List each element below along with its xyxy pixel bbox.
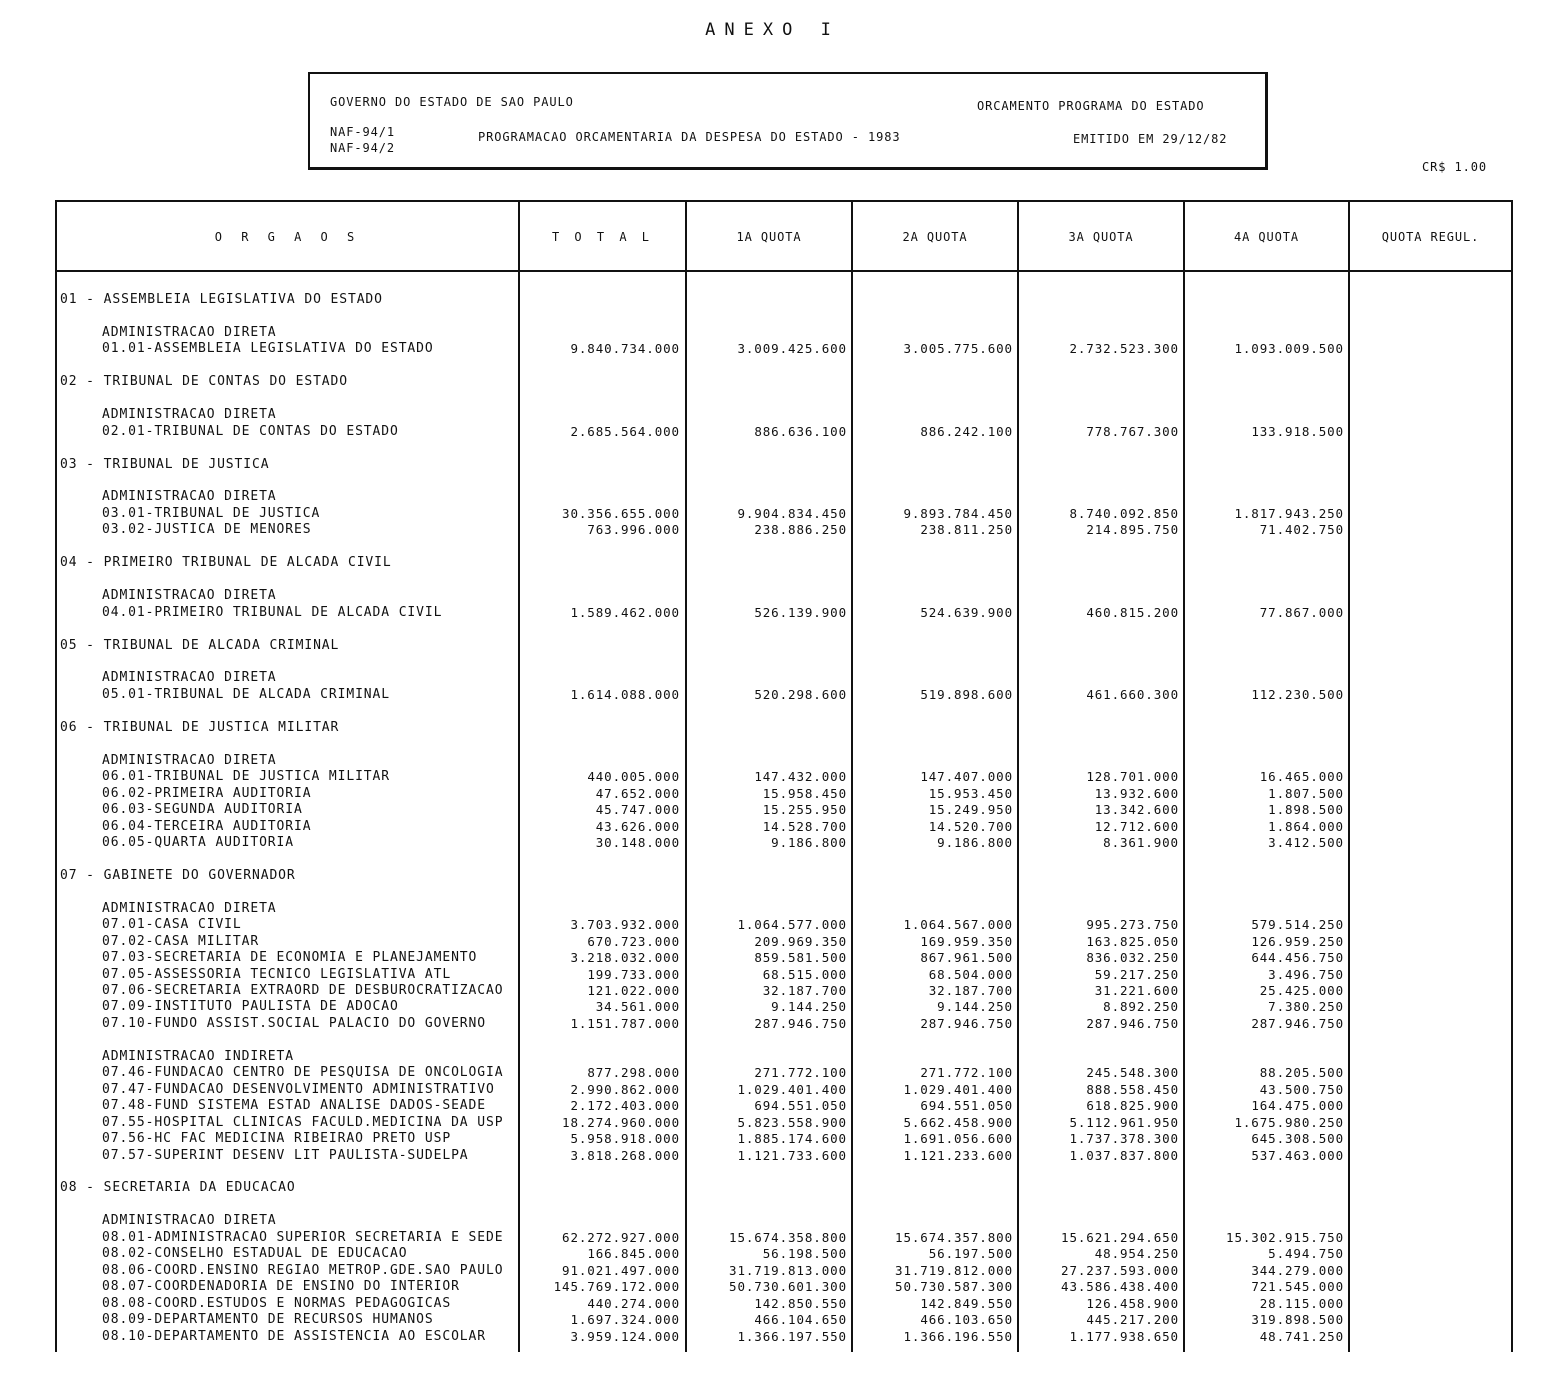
blank-row: [57, 654, 1511, 670]
organ-heading-row: [57, 555, 1511, 571]
table-row: [57, 1016, 1511, 1032]
row-label: 07.47-FUNDACAO DESENVOLVIMENTO ADMINISTRATIVO: [102, 1081, 495, 1097]
row-label: ADMINISTRACAO DIRETA: [102, 588, 277, 604]
cell-total: 199.733.000: [587, 966, 680, 982]
table-row: [57, 1082, 1511, 1098]
table-row: [57, 1148, 1511, 1164]
cell-total: 1.697.324.000: [570, 1312, 680, 1328]
cell-quota-3: 43.586.438.400: [1061, 1279, 1179, 1295]
cell-total: 62.272.927.000: [562, 1229, 680, 1245]
cell-quota-2: 169.959.350: [920, 933, 1013, 949]
table-row: [57, 769, 1511, 785]
organ-heading-row: [57, 292, 1511, 308]
cell-quota-3: 888.558.450: [1086, 1081, 1179, 1097]
table-row: [57, 967, 1511, 983]
row-label: 07.57-SUPERINT DESENV LIT PAULISTA-SUDELPA: [102, 1147, 469, 1163]
blank-row: [57, 539, 1511, 555]
cell-quota-3: 445.217.200: [1086, 1312, 1179, 1328]
cell-quota-2: 1.691.056.600: [903, 1131, 1013, 1147]
row-label: ADMINISTRACAO INDIRETA: [102, 1048, 294, 1064]
row-label: 08.08-COORD.ESTUDOS E NORMAS PEDAGOGICAS: [102, 1295, 452, 1311]
row-label: 07.10-FUNDO ASSIST.SOCIAL PALACIO DO GOVERNO: [102, 1015, 486, 1031]
row-label: 05 - TRIBUNAL DE ALCADA CRIMINAL: [60, 637, 340, 653]
table-row: [57, 424, 1511, 440]
row-label: ADMINISTRACAO DIRETA: [102, 670, 277, 686]
cell-quota-3: 836.032.250: [1086, 950, 1179, 966]
cell-total: 3.703.932.000: [570, 917, 680, 933]
cell-total: 877.298.000: [587, 1065, 680, 1081]
cell-quota-4: 48.741.250: [1259, 1328, 1344, 1344]
cell-total: 121.022.000: [587, 983, 680, 999]
blank-row: [57, 736, 1511, 752]
blank-row: [57, 851, 1511, 867]
row-label: 06 - TRIBUNAL DE JUSTICA MILITAR: [60, 719, 340, 735]
cell-quota-2: 1.064.567.000: [903, 917, 1013, 933]
cell-total: 43.626.000: [595, 818, 680, 834]
column-header-quota-2: 2A QUOTA: [902, 230, 968, 244]
organ-heading-row: [57, 638, 1511, 654]
row-label: 06.02-PRIMEIRA AUDITORIA: [102, 785, 312, 801]
cell-quota-1: 1.064.577.000: [737, 917, 847, 933]
cell-quota-3: 126.458.900: [1086, 1295, 1179, 1311]
cell-total: 34.561.000: [595, 999, 680, 1015]
row-label: 08.09-DEPARTAMENTO DE RECURSOS HUMANOS: [102, 1312, 434, 1328]
cell-quota-1: 9.186.800: [771, 834, 847, 850]
row-label: 07 - GABINETE DO GOVERNADOR: [60, 867, 296, 883]
cell-quota-2: 524.639.900: [920, 604, 1013, 620]
row-label: 06.03-SEGUNDA AUDITORIA: [102, 802, 303, 818]
administration-subheading-row: [57, 753, 1511, 769]
row-label: ADMINISTRACAO DIRETA: [102, 324, 277, 340]
cell-total: 1.151.787.000: [570, 1015, 680, 1031]
cell-quota-2: 15.953.450: [928, 785, 1013, 801]
cell-quota-1: 271.772.100: [754, 1065, 847, 1081]
table-row: [57, 506, 1511, 522]
cell-quota-3: 1.737.378.300: [1069, 1131, 1179, 1147]
cell-quota-2: 867.961.500: [920, 950, 1013, 966]
table-row: [57, 1263, 1511, 1279]
row-label: 08.10-DEPARTAMENTO DE ASSISTENCIA AO ESCOLAR: [102, 1328, 486, 1344]
row-label: 07.03-SECRETARIA DE ECONOMIA E PLANEJAMENTO: [102, 950, 478, 966]
table-body: [57, 292, 1511, 1345]
cell-quota-3: 1.177.938.650: [1069, 1328, 1179, 1344]
cell-quota-3: 12.712.600: [1094, 818, 1179, 834]
cell-quota-2: 15.249.950: [928, 802, 1013, 818]
cell-quota-1: 209.969.350: [754, 933, 847, 949]
cell-total: 2.172.403.000: [570, 1098, 680, 1114]
cell-quota-2: 886.242.100: [920, 423, 1013, 439]
cell-quota-4: 287.946.750: [1251, 1015, 1344, 1031]
row-label: 01 - ASSEMBLEIA LEGISLATIVA DO ESTADO: [60, 292, 383, 307]
cell-quota-4: 77.867.000: [1259, 604, 1344, 620]
cell-quota-1: 1.366.197.550: [737, 1328, 847, 1344]
row-label: 07.01-CASA CIVIL: [102, 917, 242, 933]
cell-total: 3.818.268.000: [570, 1147, 680, 1163]
cell-quota-2: 1.029.401.400: [903, 1081, 1013, 1097]
cell-quota-2: 50.730.587.300: [895, 1279, 1013, 1295]
table-row: [57, 835, 1511, 851]
table-row: [57, 1246, 1511, 1262]
cell-quota-4: 1.675.980.250: [1234, 1114, 1344, 1130]
row-label: ADMINISTRACAO DIRETA: [102, 900, 277, 916]
cell-quota-4: 721.545.000: [1251, 1279, 1344, 1295]
column-header-quota-3: 3A QUOTA: [1068, 230, 1134, 244]
row-label: 07.05-ASSESSORIA TECNICO LEGISLATIVA ATL: [102, 966, 452, 982]
row-label: 08.01-ADMINISTRACAO SUPERIOR SECRETARIA E SEDE: [102, 1229, 504, 1245]
cell-total: 2.990.862.000: [570, 1081, 680, 1097]
cell-quota-3: 995.273.750: [1086, 917, 1179, 933]
cell-quota-3: 31.221.600: [1094, 983, 1179, 999]
table-row: [57, 341, 1511, 357]
cell-total: 1.614.088.000: [570, 686, 680, 702]
row-label: ADMINISTRACAO DIRETA: [102, 752, 277, 768]
cell-quota-1: 886.636.100: [754, 423, 847, 439]
table-row: [57, 1230, 1511, 1246]
cell-quota-4: 28.115.000: [1259, 1295, 1344, 1311]
cell-quota-1: 466.104.650: [754, 1312, 847, 1328]
cell-quota-3: 461.660.300: [1086, 686, 1179, 702]
cell-quota-2: 68.504.000: [928, 966, 1013, 982]
cell-quota-4: 5.494.750: [1268, 1246, 1344, 1262]
row-label: 03.02-JUSTICA DE MENORES: [102, 522, 312, 538]
row-label: 06.05-QUARTA AUDITORIA: [102, 834, 294, 850]
cell-quota-1: 147.432.000: [754, 769, 847, 785]
budget-table: [55, 200, 1513, 1352]
cell-total: 1.589.462.000: [570, 604, 680, 620]
table-row: [57, 687, 1511, 703]
row-label: 04.01-PRIMEIRO TRIBUNAL DE ALCADA CIVIL: [102, 604, 443, 620]
cell-quota-1: 68.515.000: [762, 966, 847, 982]
cell-quota-3: 8.361.900: [1103, 834, 1179, 850]
cell-total: 763.996.000: [587, 522, 680, 538]
cell-quota-1: 5.823.558.900: [737, 1114, 847, 1130]
cell-quota-4: 1.093.009.500: [1234, 341, 1344, 357]
cell-quota-4: 16.465.000: [1259, 769, 1344, 785]
cell-quota-1: 3.009.425.600: [737, 341, 847, 357]
blank-row: [57, 621, 1511, 637]
cell-total: 91.021.497.000: [562, 1262, 680, 1278]
administration-subheading-row: [57, 670, 1511, 686]
cell-quota-4: 644.456.750: [1251, 950, 1344, 966]
table-row: [57, 1279, 1511, 1295]
blank-row: [57, 1164, 1511, 1180]
cell-quota-2: 15.674.357.800: [895, 1229, 1013, 1245]
cell-quota-4: 88.205.500: [1259, 1065, 1344, 1081]
cell-total: 440.274.000: [587, 1295, 680, 1311]
row-label: 07.06-SECRETARIA EXTRAORD DE DESBUROCRATIZACAO: [102, 983, 504, 999]
row-label: 08.02-CONSELHO ESTADUAL DE EDUCACAO: [102, 1246, 408, 1262]
cell-quota-2: 287.946.750: [920, 1015, 1013, 1031]
row-label: 07.56-HC FAC MEDICINA RIBEIRAO PRETO USP: [102, 1131, 452, 1147]
organ-heading-row: [57, 720, 1511, 736]
cell-quota-2: 9.144.250: [937, 999, 1013, 1015]
document-title: ANEXO I: [705, 20, 840, 40]
cell-quota-4: 3.412.500: [1268, 834, 1344, 850]
cell-quota-3: 8.892.250: [1103, 999, 1179, 1015]
header-rule: [57, 270, 1511, 272]
cell-quota-4: 133.918.500: [1251, 423, 1344, 439]
cell-quota-4: 126.959.250: [1251, 933, 1344, 949]
cell-total: 47.652.000: [595, 785, 680, 801]
table-row: [57, 786, 1511, 802]
form-code-1: NAF-94/1: [330, 125, 395, 139]
cell-quota-3: 287.946.750: [1086, 1015, 1179, 1031]
row-label: 05.01-TRIBUNAL DE ALCADA CRIMINAL: [102, 686, 390, 702]
budget-label: ORCAMENTO PROGRAMA DO ESTADO: [977, 99, 1205, 113]
row-label: ADMINISTRACAO DIRETA: [102, 407, 277, 423]
cell-quota-1: 1.029.401.400: [737, 1081, 847, 1097]
cell-quota-3: 128.701.000: [1086, 769, 1179, 785]
cell-quota-1: 15.255.950: [762, 802, 847, 818]
government-name: GOVERNO DO ESTADO DE SAO PAULO: [330, 95, 574, 109]
row-label: 04 - PRIMEIRO TRIBUNAL DE ALCADA CIVIL: [60, 555, 392, 571]
blank-row: [57, 1197, 1511, 1213]
cell-quota-3: 778.767.300: [1086, 423, 1179, 439]
cell-total: 45.747.000: [595, 802, 680, 818]
cell-quota-2: 519.898.600: [920, 686, 1013, 702]
cell-quota-1: 1.121.733.600: [737, 1147, 847, 1163]
table-row: [57, 1296, 1511, 1312]
cell-quota-3: 460.815.200: [1086, 604, 1179, 620]
cell-quota-4: 164.475.000: [1251, 1098, 1344, 1114]
blank-row: [57, 1032, 1511, 1048]
cell-quota-3: 618.825.900: [1086, 1098, 1179, 1114]
blank-row: [57, 703, 1511, 719]
cell-quota-1: 238.886.250: [754, 522, 847, 538]
blank-row: [57, 884, 1511, 900]
administration-subheading-row: [57, 1213, 1511, 1229]
table-row: [57, 983, 1511, 999]
cell-quota-1: 526.139.900: [754, 604, 847, 620]
cell-quota-2: 238.811.250: [920, 522, 1013, 538]
blank-row: [57, 358, 1511, 374]
cell-quota-4: 43.500.750: [1259, 1081, 1344, 1097]
table-row: [57, 950, 1511, 966]
cell-quota-1: 15.958.450: [762, 785, 847, 801]
cell-quota-1: 142.850.550: [754, 1295, 847, 1311]
cell-quota-1: 15.674.358.800: [729, 1229, 847, 1245]
cell-total: 145.769.172.000: [553, 1279, 680, 1295]
cell-total: 18.274.960.000: [562, 1114, 680, 1130]
cell-total: 440.005.000: [587, 769, 680, 785]
blank-row: [57, 572, 1511, 588]
cell-quota-4: 71.402.750: [1259, 522, 1344, 538]
row-label: 02.01-TRIBUNAL DE CONTAS DO ESTADO: [102, 423, 399, 439]
table-row: [57, 1131, 1511, 1147]
row-label: 07.46-FUNDACAO CENTRO DE PESQUISA DE ONCOLOGIA: [102, 1065, 504, 1081]
cell-quota-3: 15.621.294.650: [1061, 1229, 1179, 1245]
row-label: 03 - TRIBUNAL DE JUSTICA: [60, 456, 270, 472]
cell-total: 30.356.655.000: [562, 505, 680, 521]
cell-total: 9.840.734.000: [570, 341, 680, 357]
row-label: ADMINISTRACAO DIRETA: [102, 489, 277, 505]
cell-quota-2: 694.551.050: [920, 1098, 1013, 1114]
cell-total: 670.723.000: [587, 933, 680, 949]
cell-quota-3: 8.740.092.850: [1069, 505, 1179, 521]
row-label: 08.07-COORDENADORIA DE ENSINO DO INTERIOR: [102, 1279, 460, 1295]
table-row: [57, 605, 1511, 621]
cell-quota-1: 9.904.834.450: [737, 505, 847, 521]
cell-quota-3: 5.112.961.950: [1069, 1114, 1179, 1130]
cell-quota-3: 245.548.300: [1086, 1065, 1179, 1081]
cell-total: 30.148.000: [595, 834, 680, 850]
row-label: 07.09-INSTITUTO PAULISTA DE ADOCAO: [102, 999, 399, 1015]
organ-heading-row: [57, 374, 1511, 390]
issue-date: EMITIDO EM 29/12/82: [1073, 132, 1228, 146]
cell-quota-1: 520.298.600: [754, 686, 847, 702]
cell-quota-3: 59.217.250: [1094, 966, 1179, 982]
cell-quota-2: 32.187.700: [928, 983, 1013, 999]
cell-quota-4: 344.279.000: [1251, 1262, 1344, 1278]
cell-quota-1: 287.946.750: [754, 1015, 847, 1031]
organ-heading-row: [57, 457, 1511, 473]
cell-total: 2.685.564.000: [570, 423, 680, 439]
cell-total: 3.959.124.000: [570, 1328, 680, 1344]
blank-row: [57, 440, 1511, 456]
cell-quota-4: 537.463.000: [1251, 1147, 1344, 1163]
table-row: [57, 1098, 1511, 1114]
column-header-quota-1: 1A QUOTA: [736, 230, 802, 244]
cell-quota-3: 27.237.593.000: [1061, 1262, 1179, 1278]
administration-subheading-row: [57, 1049, 1511, 1065]
table-row: [57, 934, 1511, 950]
cell-quota-1: 56.198.500: [762, 1246, 847, 1262]
table-row: [57, 1065, 1511, 1081]
cell-quota-3: 163.825.050: [1086, 933, 1179, 949]
administration-subheading-row: [57, 588, 1511, 604]
cell-quota-1: 859.581.500: [754, 950, 847, 966]
currency-unit: CR$ 1.00: [1422, 160, 1487, 174]
cell-total: 166.845.000: [587, 1246, 680, 1262]
table-row: [57, 999, 1511, 1015]
row-label: 08.06-COORD.ENSINO REGIAO METROP.GDE.SAO PAULO: [102, 1262, 504, 1278]
column-header-orgaos: O R G A O S: [214, 230, 361, 244]
table-row: [57, 1329, 1511, 1345]
cell-quota-2: 466.103.650: [920, 1312, 1013, 1328]
administration-subheading-row: [57, 901, 1511, 917]
column-header-total: T O T A L: [551, 230, 654, 244]
column-header-quota-4: 4A QUOTA: [1234, 230, 1299, 244]
cell-quota-4: 25.425.000: [1259, 983, 1344, 999]
form-code-2: NAF-94/2: [330, 141, 395, 155]
cell-quota-4: 1.807.500: [1268, 785, 1344, 801]
cell-quota-2: 14.520.700: [928, 818, 1013, 834]
table-row: [57, 1312, 1511, 1328]
row-label: 06.04-TERCEIRA AUDITORIA: [102, 818, 312, 834]
cell-quota-3: 2.732.523.300: [1069, 341, 1179, 357]
cell-quota-3: 13.932.600: [1094, 785, 1179, 801]
cell-quota-2: 271.772.100: [920, 1065, 1013, 1081]
cell-quota-2: 31.719.812.000: [895, 1262, 1013, 1278]
row-label: 03.01-TRIBUNAL DE JUSTICA: [102, 505, 321, 521]
report-header-box: [308, 72, 1268, 170]
cell-quota-4: 7.380.250: [1268, 999, 1344, 1015]
administration-subheading-row: [57, 325, 1511, 341]
cell-quota-4: 3.496.750: [1268, 966, 1344, 982]
organ-heading-row: [57, 868, 1511, 884]
cell-quota-3: 214.895.750: [1086, 522, 1179, 538]
cell-quota-1: 9.144.250: [771, 999, 847, 1015]
cell-quota-2: 3.005.775.600: [903, 341, 1013, 357]
blank-row: [57, 473, 1511, 489]
cell-quota-2: 9.186.800: [937, 834, 1013, 850]
organ-heading-row: [57, 1180, 1511, 1196]
cell-quota-2: 1.121.233.600: [903, 1147, 1013, 1163]
row-label: 07.02-CASA MILITAR: [102, 933, 260, 949]
cell-quota-4: 112.230.500: [1251, 686, 1344, 702]
cell-quota-2: 9.893.784.450: [903, 505, 1013, 521]
cell-quota-4: 319.898.500: [1251, 1312, 1344, 1328]
row-label: 02 - TRIBUNAL DE CONTAS DO ESTADO: [60, 374, 348, 390]
cell-quota-2: 142.849.550: [920, 1295, 1013, 1311]
cell-quota-1: 694.551.050: [754, 1098, 847, 1114]
table-row: [57, 522, 1511, 538]
row-label: 01.01-ASSEMBLEIA LEGISLATIVA DO ESTADO: [102, 341, 434, 357]
column-header-quota-regul: QUOTA REGUL.: [1381, 230, 1480, 244]
cell-quota-2: 1.366.196.550: [903, 1328, 1013, 1344]
blank-row: [57, 391, 1511, 407]
cell-total: 5.958.918.000: [570, 1131, 680, 1147]
cell-quota-1: 1.885.174.600: [737, 1131, 847, 1147]
cell-quota-2: 5.662.458.900: [903, 1114, 1013, 1130]
cell-quota-3: 13.342.600: [1094, 802, 1179, 818]
cell-quota-2: 56.197.500: [928, 1246, 1013, 1262]
cell-quota-1: 14.528.700: [762, 818, 847, 834]
row-label: 08 - SECRETARIA DA EDUCACAO: [60, 1180, 296, 1196]
cell-quota-4: 579.514.250: [1251, 917, 1344, 933]
row-label: 07.48-FUND SISTEMA ESTAD ANALISE DADOS-SEADE: [102, 1098, 486, 1114]
cell-quota-4: 1.864.000: [1268, 818, 1344, 834]
cell-quota-4: 1.817.943.250: [1234, 505, 1344, 521]
table-row: [57, 1115, 1511, 1131]
cell-quota-4: 15.302.915.750: [1226, 1229, 1344, 1245]
row-label: ADMINISTRACAO DIRETA: [102, 1213, 277, 1229]
cell-quota-1: 31.719.813.000: [729, 1262, 847, 1278]
cell-quota-4: 645.308.500: [1251, 1131, 1344, 1147]
administration-subheading-row: [57, 407, 1511, 423]
cell-quota-4: 1.898.500: [1268, 802, 1344, 818]
administration-subheading-row: [57, 489, 1511, 505]
row-label: 06.01-TRIBUNAL DE JUSTICA MILITAR: [102, 769, 390, 785]
table-row: [57, 917, 1511, 933]
row-label: 07.55-HOSPITAL CLINICAS FACULD.MEDICINA DA USP: [102, 1114, 504, 1130]
table-row: [57, 802, 1511, 818]
cell-quota-1: 50.730.601.300: [729, 1279, 847, 1295]
report-title: PROGRAMACAO ORCAMENTARIA DA DESPESA DO ESTADO - 1983: [478, 130, 901, 144]
table-row: [57, 819, 1511, 835]
blank-row: [57, 308, 1511, 324]
cell-quota-3: 48.954.250: [1094, 1246, 1179, 1262]
cell-total: 3.218.032.000: [570, 950, 680, 966]
cell-quota-2: 147.407.000: [920, 769, 1013, 785]
cell-quota-1: 32.187.700: [762, 983, 847, 999]
cell-quota-3: 1.037.837.800: [1069, 1147, 1179, 1163]
